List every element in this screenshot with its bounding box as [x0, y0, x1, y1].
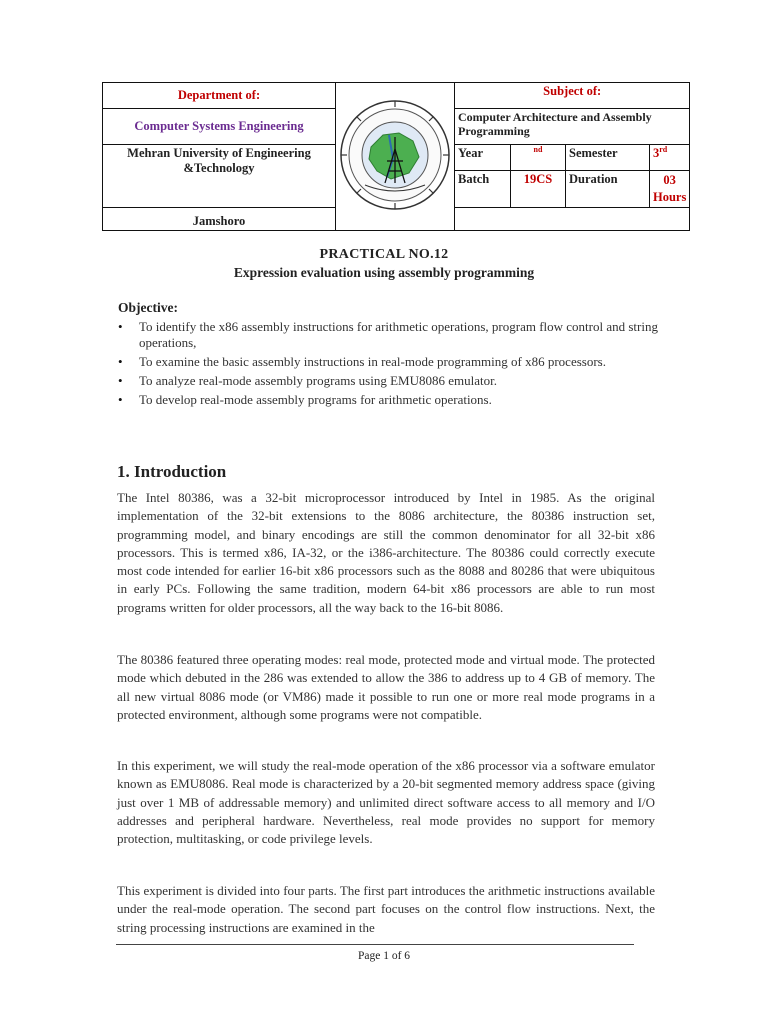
- year-label: Year: [455, 145, 511, 171]
- university-logo: [336, 83, 455, 231]
- intro-paragraph-4: [117, 882, 655, 937]
- paragraph-text: In this experiment, we will study the real-mode operation of the x86 processor via a software emulator known as EMU8086. Real mode is characterized by a 20-bit segmented memory address space (giving just over 1 MB of addressable memory) and unlimited direct software access to all memory and I/O addresses and peripheral hardware. Nevertheless, real mode provides no support for memory protection, multitasking, or code privilege levels.: [117, 758, 655, 847]
- semester-value: [650, 145, 690, 171]
- duration-label: Duration: [566, 171, 650, 208]
- page-number: Page 1 of 6: [357, 950, 411, 962]
- university-name: Mehran University of Engineering &Technology: [103, 145, 336, 208]
- practical-number: PRACTICAL NO.12: [319, 247, 449, 262]
- footer-divider: [116, 944, 634, 945]
- semester-value-suffix: rd: [659, 144, 668, 154]
- objective-item: • To identify the x86 assembly instructions for arithmetic operations, program flow control and string operations,: [118, 319, 658, 351]
- paragraph-text: The Intel 80386, was a 32-bit microprocessor introduced by Intel in 1985. As the original implementation of the 32-bit extensions to the 8086 architecture, the 80386 instruction set, programming model, and binary encodings are still the common denominator for all 32-bit x86 processors. This is termed x86, IA-32, or the i386-architecture. The 80386 could correctly execute most code intended for earlier 16-bit x86 processors such as the 8088 and 80286 that were ubiquitous in early PCs. Following the same tradition, modern 64-bit x86 processors are able to run most programs written for older processors, all the way back to the 16-bit 8086.: [117, 490, 655, 615]
- subject-name: Computer Architecture and Assembly Programming: [455, 109, 690, 145]
- year-value-suffix: nd: [533, 144, 543, 154]
- department-name: Computer Systems Engineering: [103, 109, 336, 145]
- semester-value-number: 3: [653, 146, 660, 160]
- header-table: [102, 82, 690, 231]
- objective-list: [118, 319, 658, 408]
- department-label: Department of:: [103, 83, 336, 109]
- introduction-heading: 1. Introduction: [117, 462, 227, 481]
- practical-topic: Expression evaluation using assembly programming: [233, 265, 535, 280]
- city-name: Jamshoro: [103, 208, 336, 231]
- intro-paragraph-3: [117, 757, 655, 848]
- objective-section: [118, 300, 658, 411]
- paragraph-text: This experiment is divided into four parts. The first part introduces the arithmetic instructions available under the real-mode operation. The second part focuses on the control flow instructions. Next, the string processing instructions are examined in the: [117, 883, 655, 935]
- intro-paragraph-1: [117, 489, 655, 617]
- subject-label: Subject of:: [455, 83, 690, 109]
- year-value: [511, 145, 566, 171]
- objective-item: • To develop real-mode assembly programs for arithmetic operations.: [118, 392, 658, 408]
- semester-label: Semester: [566, 145, 650, 171]
- intro-paragraph-2: [117, 651, 655, 724]
- header-empty-cell: [455, 208, 690, 231]
- objective-item: • To analyze real-mode assembly programs using EMU8086 emulator.: [118, 373, 658, 389]
- paragraph-text: The 80386 featured three operating modes: real mode, protected mode and virtual mode. The protected mode which debuted in the 286 was extended to allow the 386 to address up to 4 GB of memory. The all new virtual 8086 mode (or VM86) made it possible to run one or more real mode programs in a protected environment, although some programs were not compatible.: [117, 652, 655, 722]
- objective-label: Objective:: [118, 300, 178, 315]
- duration-value: 03 Hours: [650, 171, 690, 208]
- batch-value: 19CS: [511, 171, 566, 208]
- university-seal-icon: [339, 99, 451, 211]
- batch-label: Batch: [455, 171, 511, 208]
- objective-item: • To examine the basic assembly instructions in real-mode programming of x86 processors.: [118, 354, 658, 370]
